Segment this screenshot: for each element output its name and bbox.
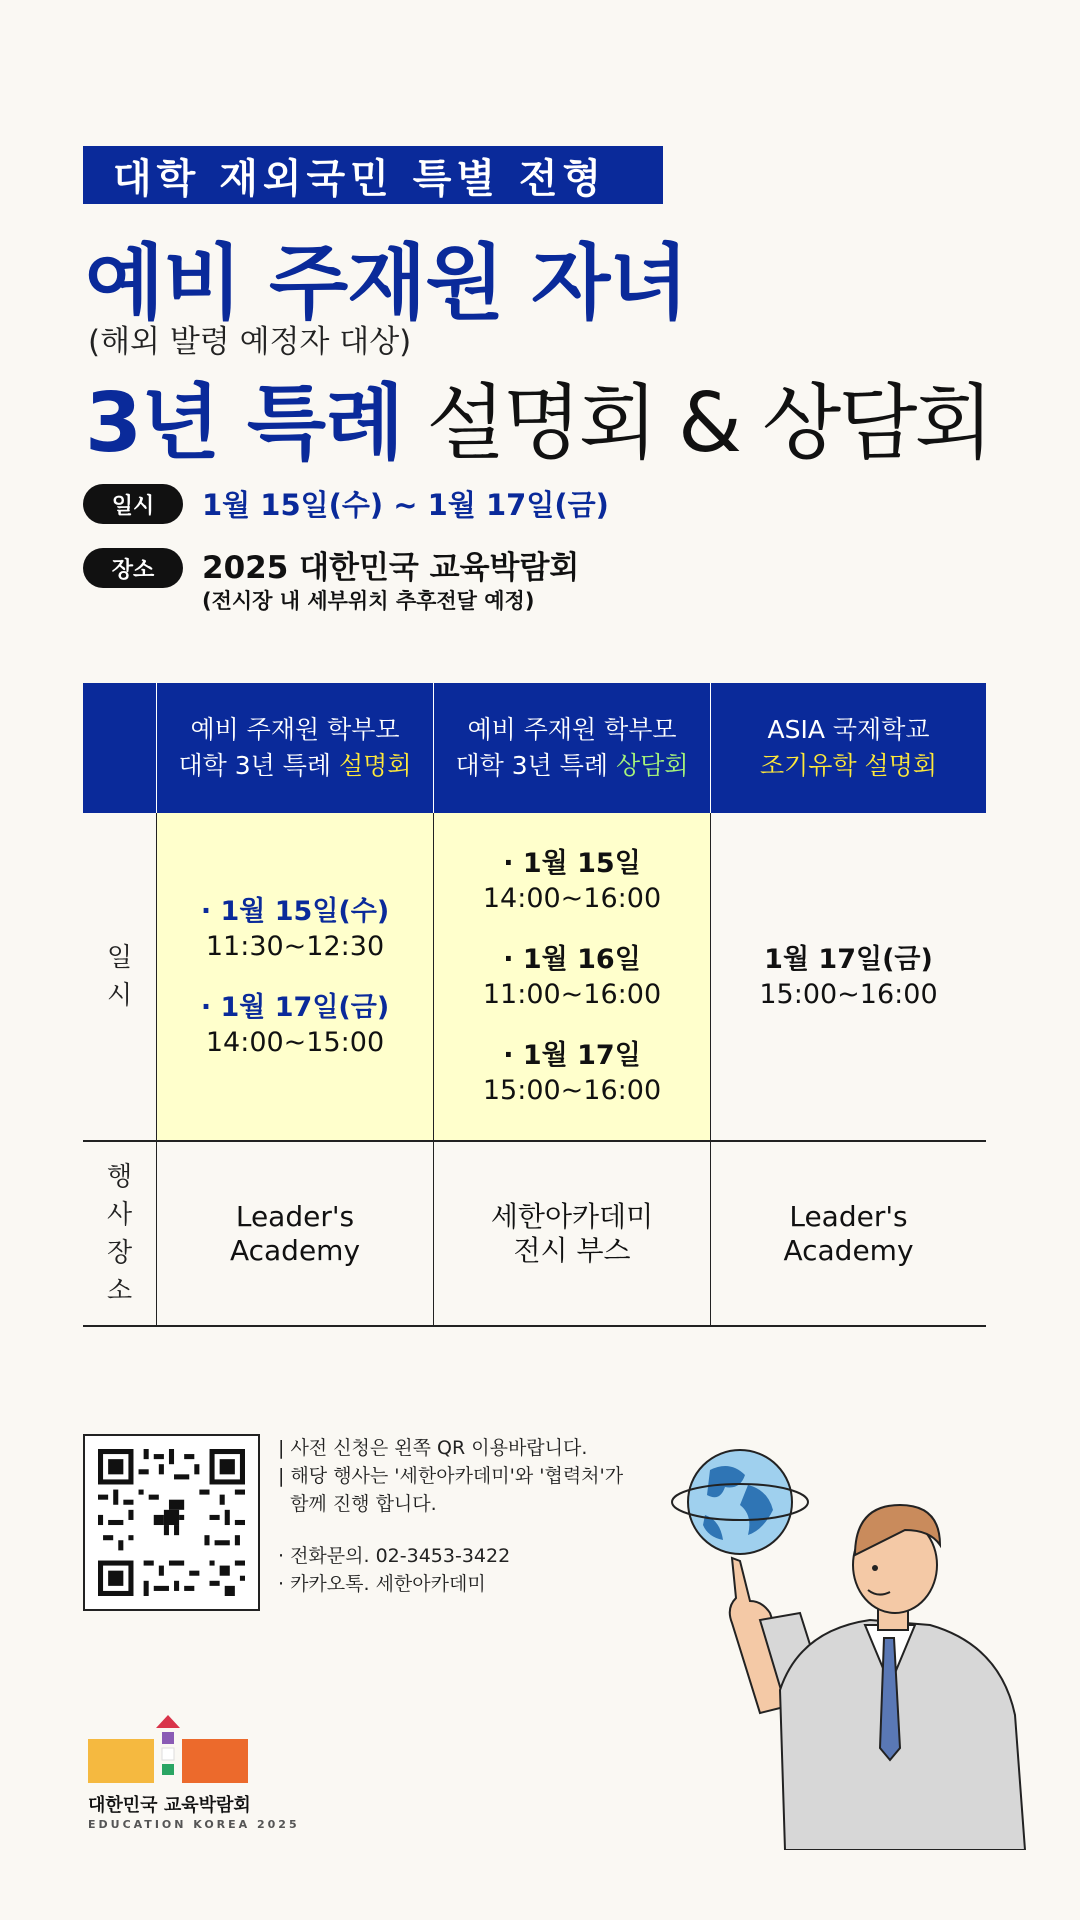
cell-c2-place: 세한아카데미 전시 부스 — [433, 1142, 710, 1325]
event-title-bold: 3년 특례 — [85, 376, 404, 471]
cell-c3-place: Leader's Academy — [710, 1142, 986, 1325]
note-phone[interactable]: · 전화문의. 02-3453-3422 — [278, 1545, 511, 1567]
cell-c1-date: · 1월 15일(수) 11:30~12:30 · 1월 17일(금) 14:00~15:00 — [156, 813, 433, 1140]
place-note: (전시장 내 세부위치 추후전달 예정) — [202, 589, 535, 613]
row-head-place: 행 사 장 소 — [106, 1161, 133, 1306]
note-partner: | 해당 행사는 '세한아카데미'와 '협력처'가 — [278, 1465, 624, 1487]
header-col3: ASIA 국제학교 조기유학 설명회 — [710, 683, 986, 813]
place-label: 장소 — [83, 548, 183, 588]
row-head-date: 일 시 — [106, 942, 133, 1011]
event-title-rest: 설명회 & 상담회 — [403, 376, 991, 471]
schedule-table — [83, 683, 986, 1327]
qr-code-icon — [98, 1449, 245, 1596]
table-row-place — [83, 1142, 986, 1327]
expo-logo-sub: EDUCATION KOREA 2025 — [88, 1818, 300, 1831]
note-partner-cont: 함께 진행 합니다. — [278, 1493, 437, 1515]
table-header — [83, 683, 986, 813]
main-title: 예비 주재원 자녀 — [85, 236, 688, 331]
qr-code[interactable] — [83, 1434, 260, 1611]
header-col1: 예비 주재원 학부모 대학 3년 특례 설명회 — [156, 683, 433, 813]
place-value: 2025 대한민국 교육박람회 — [202, 550, 580, 586]
table-row-date — [83, 813, 986, 1142]
cell-c1-place: Leader's Academy — [156, 1142, 433, 1325]
cell-c2-date: · 1월 15일 14:00~16:00 · 1월 16일 11:00~16:00 · 1월 17일 15:00~16:00 — [433, 813, 710, 1140]
contact-notes — [278, 1434, 623, 1598]
subtitle: (해외 발령 예정자 대상) — [88, 324, 412, 360]
date-value: 1월 15일(수) ~ 1월 17일(금) — [202, 488, 609, 522]
date-label: 일시 — [83, 484, 183, 524]
program-tag: 대학 재외국민 특별 전형 — [83, 146, 663, 204]
header-corner — [83, 683, 156, 813]
expo-logo-name: 대한민국 교육박람회 — [88, 1795, 251, 1816]
event-title — [85, 358, 991, 475]
cell-c3-date: 1월 17일(금) 15:00~16:00 — [710, 813, 986, 1140]
note-kakao[interactable]: · 카카오톡. 세한아카데미 — [278, 1573, 486, 1595]
businessman-globe-illustration — [660, 1440, 1040, 1850]
header-col2: 예비 주재원 학부모 대학 3년 특례 상담회 — [433, 683, 710, 813]
note-qr: | 사전 신청은 왼쪽 QR 이용바랍니다. — [278, 1437, 588, 1459]
